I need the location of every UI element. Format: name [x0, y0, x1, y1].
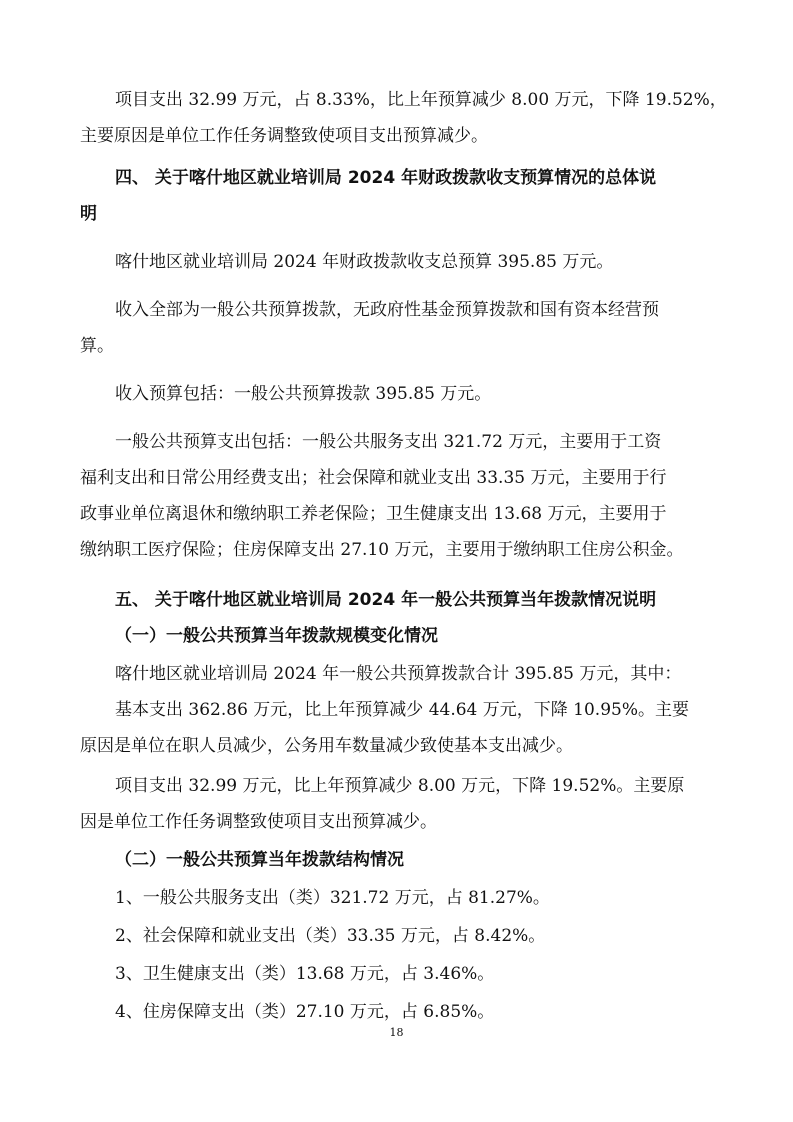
paragraph-line: 原因是单位在职人员减少，公务用车数量减少致使基本支出减少。 — [80, 736, 573, 756]
page-number: 18 — [389, 1026, 404, 1039]
list-item: 1、一般公共服务支出（类）321.72 万元，占 81.27%。 — [115, 888, 550, 908]
list-item: 4、住房保障支出（类）27.10 万元，占 6.85%。 — [115, 1002, 495, 1022]
subsection-heading: （一）一般公共预算当年拨款规模变化情况 — [115, 626, 438, 646]
paragraph-line: 算。 — [80, 336, 114, 356]
paragraph-line: 一般公共预算支出包括：一般公共服务支出 321.72 万元，主要用于工资 — [115, 432, 662, 452]
list-item: 3、卫生健康支出（类）13.68 万元，占 3.46%。 — [115, 964, 495, 984]
section-heading-cont: 明 — [80, 204, 97, 224]
subsection-heading: （二）一般公共预算当年拨款结构情况 — [115, 850, 404, 870]
paragraph-line: 喀什地区就业培训局 2024 年财政拨款收支总预算 395.85 万元。 — [115, 252, 614, 272]
paragraph-line: 收入预算包括：一般公共预算拨款 395.85 万元。 — [115, 384, 492, 404]
paragraph-line: 收入全部为一般公共预算拨款，无政府性基金预算拨款和国有资本经营预 — [115, 300, 659, 320]
paragraph-line: 主要原因是单位工作任务调整致使项目支出预算减少。 — [80, 126, 488, 146]
section-heading: 四、 关于喀什地区就业培训局 2024 年财政拨款收支预算情况的总体说 — [115, 168, 657, 188]
paragraph-line: 项目支出 32.99 万元，占 8.33%，比上年预算减少 8.00 万元，下降 19.52%， — [115, 90, 727, 110]
paragraph-line: 项目支出 32.99 万元，比上年预算减少 8.00 万元，下降 19.52%。主要原 — [115, 776, 685, 796]
paragraph-line: 政事业单位离退休和缴纳职工养老保险；卫生健康支出 13.68 万元，主要用于 — [80, 504, 667, 524]
paragraph-line: 喀什地区就业培训局 2024 年一般公共预算拨款合计 395.85 万元，其中： — [115, 664, 682, 684]
paragraph-line: 缴纳职工医疗保险；住房保障支出 27.10 万元，主要用于缴纳职工住房公积金。 — [80, 540, 684, 560]
paragraph-line: 因是单位工作任务调整致使项目支出预算减少。 — [80, 812, 437, 832]
section-heading: 五、 关于喀什地区就业培训局 2024 年一般公共预算当年拨款情况说明 — [115, 590, 657, 610]
paragraph-line: 基本支出 362.86 万元，比上年预算减少 44.64 万元，下降 10.95%。主要 — [115, 700, 689, 720]
paragraph-line: 福利支出和日常公用经费支出；社会保障和就业支出 33.35 万元，主要用于行 — [80, 468, 667, 488]
list-item: 2、社会保障和就业支出（类）33.35 万元，占 8.42%。 — [115, 926, 546, 946]
